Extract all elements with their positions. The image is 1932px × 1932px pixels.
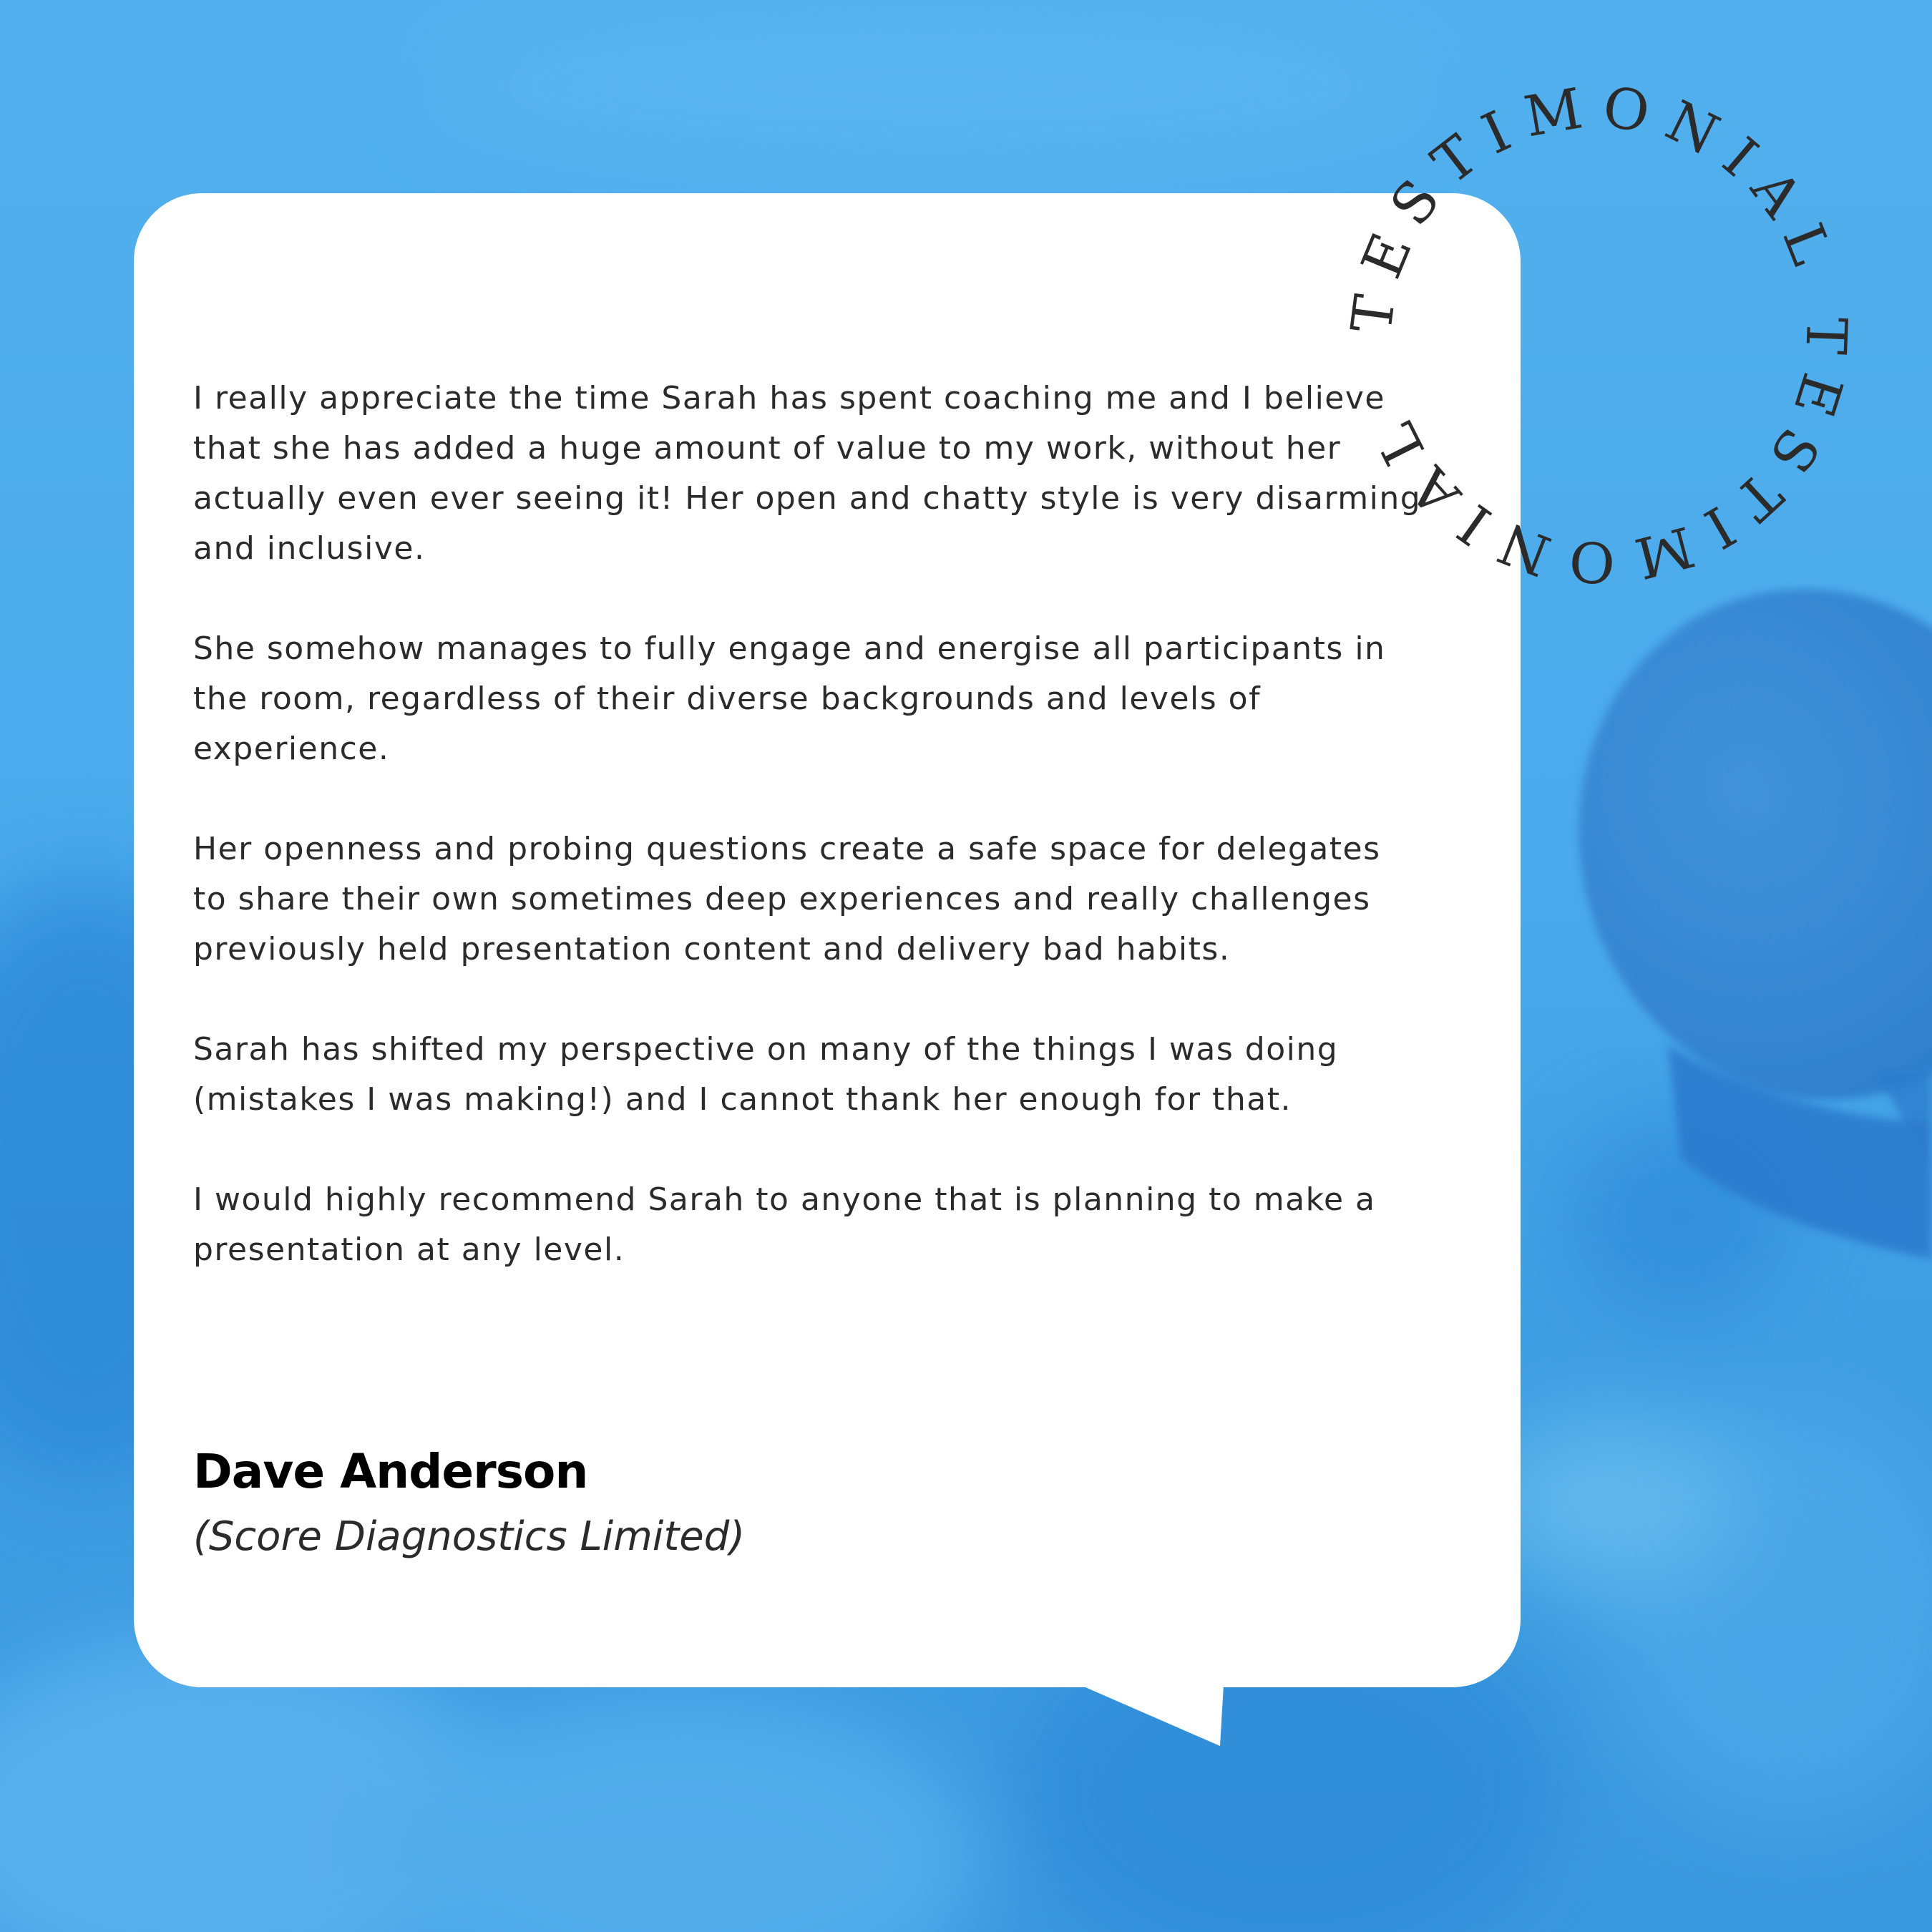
author-name: Dave Anderson	[193, 1444, 588, 1499]
testimonial-paragraph: I really appreciate the time Sarah has spent coaching me and I believe that she has added a huge amount of value to my work, without her actually even ever seeing it! Her open and chatty style is very disarming and inclusive.	[193, 380, 1422, 567]
testimonial-paragraph: I would highly recommend Sarah to anyone that is planning to make a presentation at any level.	[193, 1181, 1376, 1268]
testimonial-paragraph: She somehow manages to fully engage and energise all participants in the room, regardless of their diverse backgrounds and levels of experience.	[193, 630, 1386, 767]
svg-text:TESTIMONIAL TESTIMONIAL	[1340, 74, 1858, 595]
testimonial-paragraph: Her openness and probing questions create a safe space for delegates to share their own sometimes deep experiences and really challenges previously held presentation content and delivery bad habits.	[193, 831, 1381, 967]
testimonial-paragraph: Sarah has shifted my perspective on many of the things I was doing (mistakes I was making!) and I cannot thank her enough for that.	[193, 1031, 1339, 1118]
badge-text: TESTIMONIAL TESTIMONIAL	[1340, 74, 1859, 595]
author-company: (Score Diagnostics Limited)	[193, 1513, 746, 1560]
